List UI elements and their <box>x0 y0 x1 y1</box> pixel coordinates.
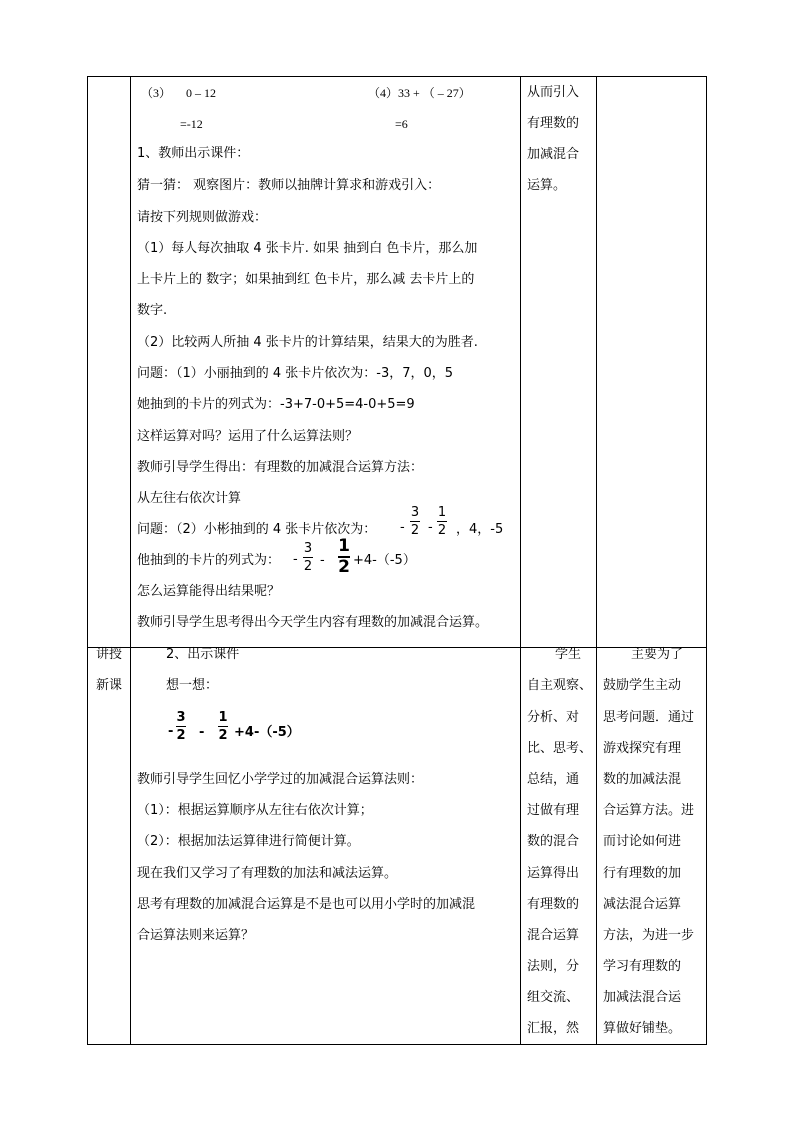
minus-sign: - <box>199 725 205 740</box>
column-divider <box>130 77 131 1044</box>
minus-sign: - <box>400 520 405 535</box>
text-line: 请按下列规则做游戏： <box>137 210 268 225</box>
student-activity-line: 数的混合 <box>527 834 580 849</box>
text-line: 1、教师出示课件： <box>137 146 250 161</box>
student-activity-line: 有理数的 <box>527 897 580 912</box>
fraction-one-half-large: 1 2 <box>338 536 350 577</box>
student-activity-line: 汇报，然 <box>527 1021 580 1036</box>
text-line: 教师引导学生思考得出今天学生内容有理数的加减混合运算。 <box>137 615 489 630</box>
student-activity-line: 加减混合 <box>527 147 580 162</box>
student-activity-line: 比、思考、 <box>527 741 593 756</box>
text-line: 现在我们又学习了有理数的加法和减法运算。 <box>137 866 398 881</box>
student-activity-line: 运算得出 <box>527 866 580 881</box>
expression-tail: +4-（-5） <box>234 725 300 740</box>
student-activity-line: 分析、对 <box>527 710 580 725</box>
formula-prefix: 他抽到的卡片的列式为： <box>137 553 281 568</box>
text-line: 她抽到的卡片的列式为：-3+7-0+5=4-0+5=9 <box>137 397 415 412</box>
exercise-3-expression: 0 – 12 <box>186 86 216 100</box>
fraction-three-halves: 3 2 <box>176 710 186 743</box>
section-label: 新课 <box>96 678 123 693</box>
design-intent-line: 主要为了 <box>631 647 684 662</box>
student-activity-line: 有理数的 <box>527 116 580 131</box>
question-2-prefix: 问题：（2）小彬抽到的 4 张卡片依次为： <box>137 522 377 537</box>
design-intent-line: 减法混合运算 <box>603 897 682 912</box>
design-intent-line: 加减法混合运 <box>603 990 682 1005</box>
exercise-4-result: =6 <box>395 117 408 131</box>
student-activity-line: 混合运算 <box>527 928 580 943</box>
exercise-4-expression: （4）33 + （ – 27） <box>368 86 471 100</box>
text-line: 上卡片上的 数字；如果抽到红 色卡片，那么减 去卡片上的 <box>137 272 475 287</box>
text-line: 问题：（1）小丽抽到的 4 张卡片依次为：-3，7，0，5 <box>137 366 454 381</box>
minus-sign: - <box>320 553 325 568</box>
think-label: 想一想： <box>166 678 219 693</box>
text-line: （2）比较两人所抽 4 张卡片的计算结果，结果大的为胜者. <box>137 335 478 350</box>
question-2-tail: ，4，-5 <box>456 522 504 537</box>
student-activity-line: 从而引入 <box>527 85 580 100</box>
design-intent-line: 数的加减法混 <box>603 772 682 787</box>
minus-sign: - <box>168 724 174 739</box>
design-intent-line: 鼓励学生主动 <box>603 678 682 693</box>
exercise-3-label: （3） <box>141 86 172 100</box>
student-activity-line: 总结，通 <box>527 772 580 787</box>
section-label: 讲授 <box>96 647 123 662</box>
text-line: 思考有理数的加减混合运算是不是也可以用小学时的加减混 <box>137 897 476 912</box>
student-activity-line: 运算。 <box>527 178 567 193</box>
fraction-three-halves: 3 2 <box>303 541 313 574</box>
fraction-one-half: 1 2 <box>437 505 447 538</box>
text-line: 从左往右依次计算 <box>137 491 242 506</box>
formula-tail: +4-（-5） <box>353 553 416 568</box>
student-activity-line: 自主观察、 <box>527 678 593 693</box>
design-intent-line: 学习有理数的 <box>603 959 682 974</box>
column-divider <box>596 77 597 1044</box>
student-activity-line: 组交流、 <box>527 990 580 1005</box>
design-intent-line: 而讨论如何进 <box>603 834 682 849</box>
design-intent-line: 游戏探究有理 <box>603 741 682 756</box>
text-line: 合运算法则来运算？ <box>137 928 255 943</box>
design-intent-line: 合运算方法。进 <box>603 803 695 818</box>
text-line: 这样运算对吗？运用了什么运算法则？ <box>137 429 359 444</box>
text-line: （2）：根据加法运算律进行简便计算。 <box>137 834 360 849</box>
fraction-one-half: 1 2 <box>218 710 228 743</box>
text-line: 数字. <box>137 303 168 318</box>
minus-sign: - <box>293 552 298 567</box>
text-line: （1）：根据运算顺序从左往右依次计算； <box>137 803 373 818</box>
fraction-three-halves: 3 2 <box>410 505 420 538</box>
design-intent-line: 行有理数的加 <box>603 866 682 881</box>
student-activity-line: 法则，分 <box>527 959 580 974</box>
student-activity-line: 学生 <box>555 647 582 662</box>
student-activity-line: 过做有理 <box>527 803 580 818</box>
column-divider <box>520 77 521 1044</box>
design-intent-line: 方法，为进一步 <box>603 928 695 943</box>
text-line: 怎么运算能得出结果呢？ <box>137 584 281 599</box>
design-intent-line: 思考问题．通过 <box>603 710 695 725</box>
comma: - <box>428 520 433 535</box>
text-line: 猜一猜： 观察图片：教师以抽牌计算求和游戏引入： <box>137 178 441 193</box>
exercise-3-result: =-12 <box>180 117 203 131</box>
section-title: 2、出示课件 <box>166 647 240 662</box>
text-line: 教师引导学生得出：有理数的加减混合运算方法： <box>137 460 424 475</box>
text-line: 教师引导学生回忆小学学过的加减混合运算法则： <box>137 772 424 787</box>
design-intent-line: 算做好铺垫。 <box>603 1021 682 1036</box>
text-line: （1）每人每次抽取 4 张卡片. 如果 抽到白 色卡片，那么加 <box>137 241 478 256</box>
